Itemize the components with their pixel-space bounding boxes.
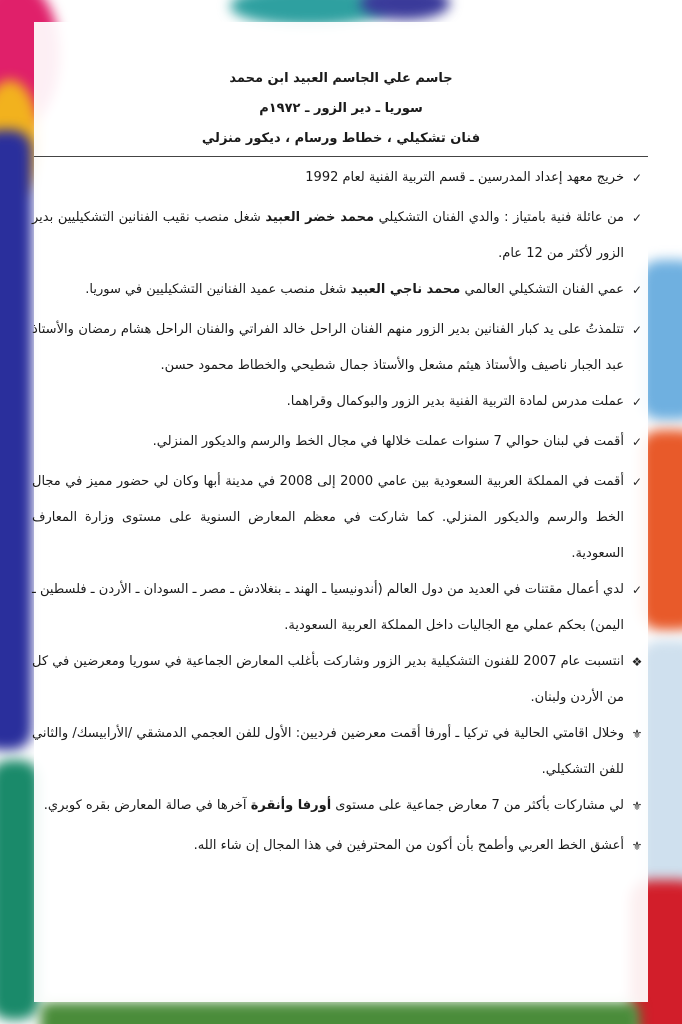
diamond-bullet-icon: ❖ [631, 655, 643, 669]
fleur-bullet-icon: ⚜ [631, 839, 643, 853]
bold-cities: أورفا وأنقرة [250, 798, 332, 813]
list-item: ✓ لدي أعمال مقتنات في العديد من دول العالم (أندونيسيا ـ الهند ـ بنغلادش ـ مصر ـ السودان ـ الأردن ـ فلسطين ـ اليمن) بحكم عملي مع الجاليات داخل المملكة العربية السعودية. [32, 572, 650, 644]
check-icon: ✓ [631, 435, 643, 449]
check-icon: ✓ [631, 395, 643, 409]
list-item: ✓ تتلمذتُ على يد كبار الفنانين بدير الزور منهم الفنان الراحل خالد الفراتي والفنان الراحل هشام رمضان والأستاذ عبد الجبار ناصيف والأستاذ هيثم مشعل والأستاذ جمال شطيحي والخطاط محمود حسن. [32, 312, 650, 384]
profile-header [34, 64, 648, 154]
blue-paint-strip [0, 130, 32, 750]
list-item: ⚜ أعشق الخط العربي وأطمح بأن أكون من المحترفين في هذا المجال إن شاء الله. [32, 828, 650, 864]
profession-line: فنان تشكيلي ، خطاط ورسام ، ديكور منزلي [201, 131, 481, 146]
list-item: ✓ أقمت في لبنان حوالي 7 سنوات عملت خلالها في مجال الخط والرسم والديكور المنزلي. [32, 424, 650, 460]
list-item: ✓ عمي الفنان التشكيلي العالمي محمد ناجي العبيد شغل منصب عميد الفنانين التشكيليين في سوريا. [32, 272, 650, 308]
check-icon: ✓ [631, 583, 643, 597]
check-icon: ✓ [631, 171, 643, 185]
list-item: ✓ خريج معهد إعداد المدرسين ـ قسم التربية الفنية لعام 1992 [32, 160, 650, 196]
list-item: ❖ انتسبت عام 2007 للفنون التشكيلية بدير الزور وشاركت بأغلب المعارض الجماعية في سوريا ومعرضين في كل من الأردن ولبنان. [32, 644, 650, 716]
check-icon: ✓ [631, 211, 643, 225]
check-icon: ✓ [631, 323, 643, 337]
list-item: ⚜ لي مشاركات بأكثر من 7 معارض جماعية على مستوى أورفا وأنقرة آخرها في صالة المعارض بقره كوبري. [32, 788, 650, 824]
bold-name: محمد خضر العبيد [265, 210, 374, 225]
biography-list [32, 160, 650, 868]
origin-line: سوريا ـ دير الزور ـ ١٩٧٢م [259, 101, 423, 116]
check-icon: ✓ [631, 283, 643, 297]
artist-name: جاسم علي الجاسم العبيد ابن محمد [229, 71, 453, 86]
list-item: ⚜ وخلال اقامتي الحالية في تركيا ـ أورفا أقمت معرضين فرديين: الأول للفن العجمي الدمشقي /الأرابيسك/ والثاني للفن التشكيلي. [32, 716, 650, 788]
list-item: ✓ عملت مدرس لمادة التربية الفنية بدير الزور والبوكمال وقراهما. [32, 384, 650, 420]
check-icon: ✓ [631, 475, 643, 489]
header-divider [34, 156, 648, 157]
list-item: ✓ أقمت في المملكة العربية السعودية بين عامي 2000 إلى 2008 في مدينة أبها وكان لي حضور مميز في مجال الخط والرسم والديكور المنزلي. كما شاركت في معظم المعارض السنوية على مستوى وزارة المعارف السعودية. [32, 464, 650, 572]
list-item: ✓ من عائلة فنية بامتياز : والدي الفنان التشكيلي محمد خضر العبيد شغل منصب نقيب الفنانين التشكيليين بدير الزور لأكثر من 12 عام. [32, 200, 650, 272]
fleur-bullet-icon: ⚜ [631, 799, 643, 813]
bottom-color-band [40, 1002, 640, 1024]
fleur-bullet-icon: ⚜ [631, 727, 643, 741]
bold-name: محمد ناجي العبيد [350, 282, 461, 297]
